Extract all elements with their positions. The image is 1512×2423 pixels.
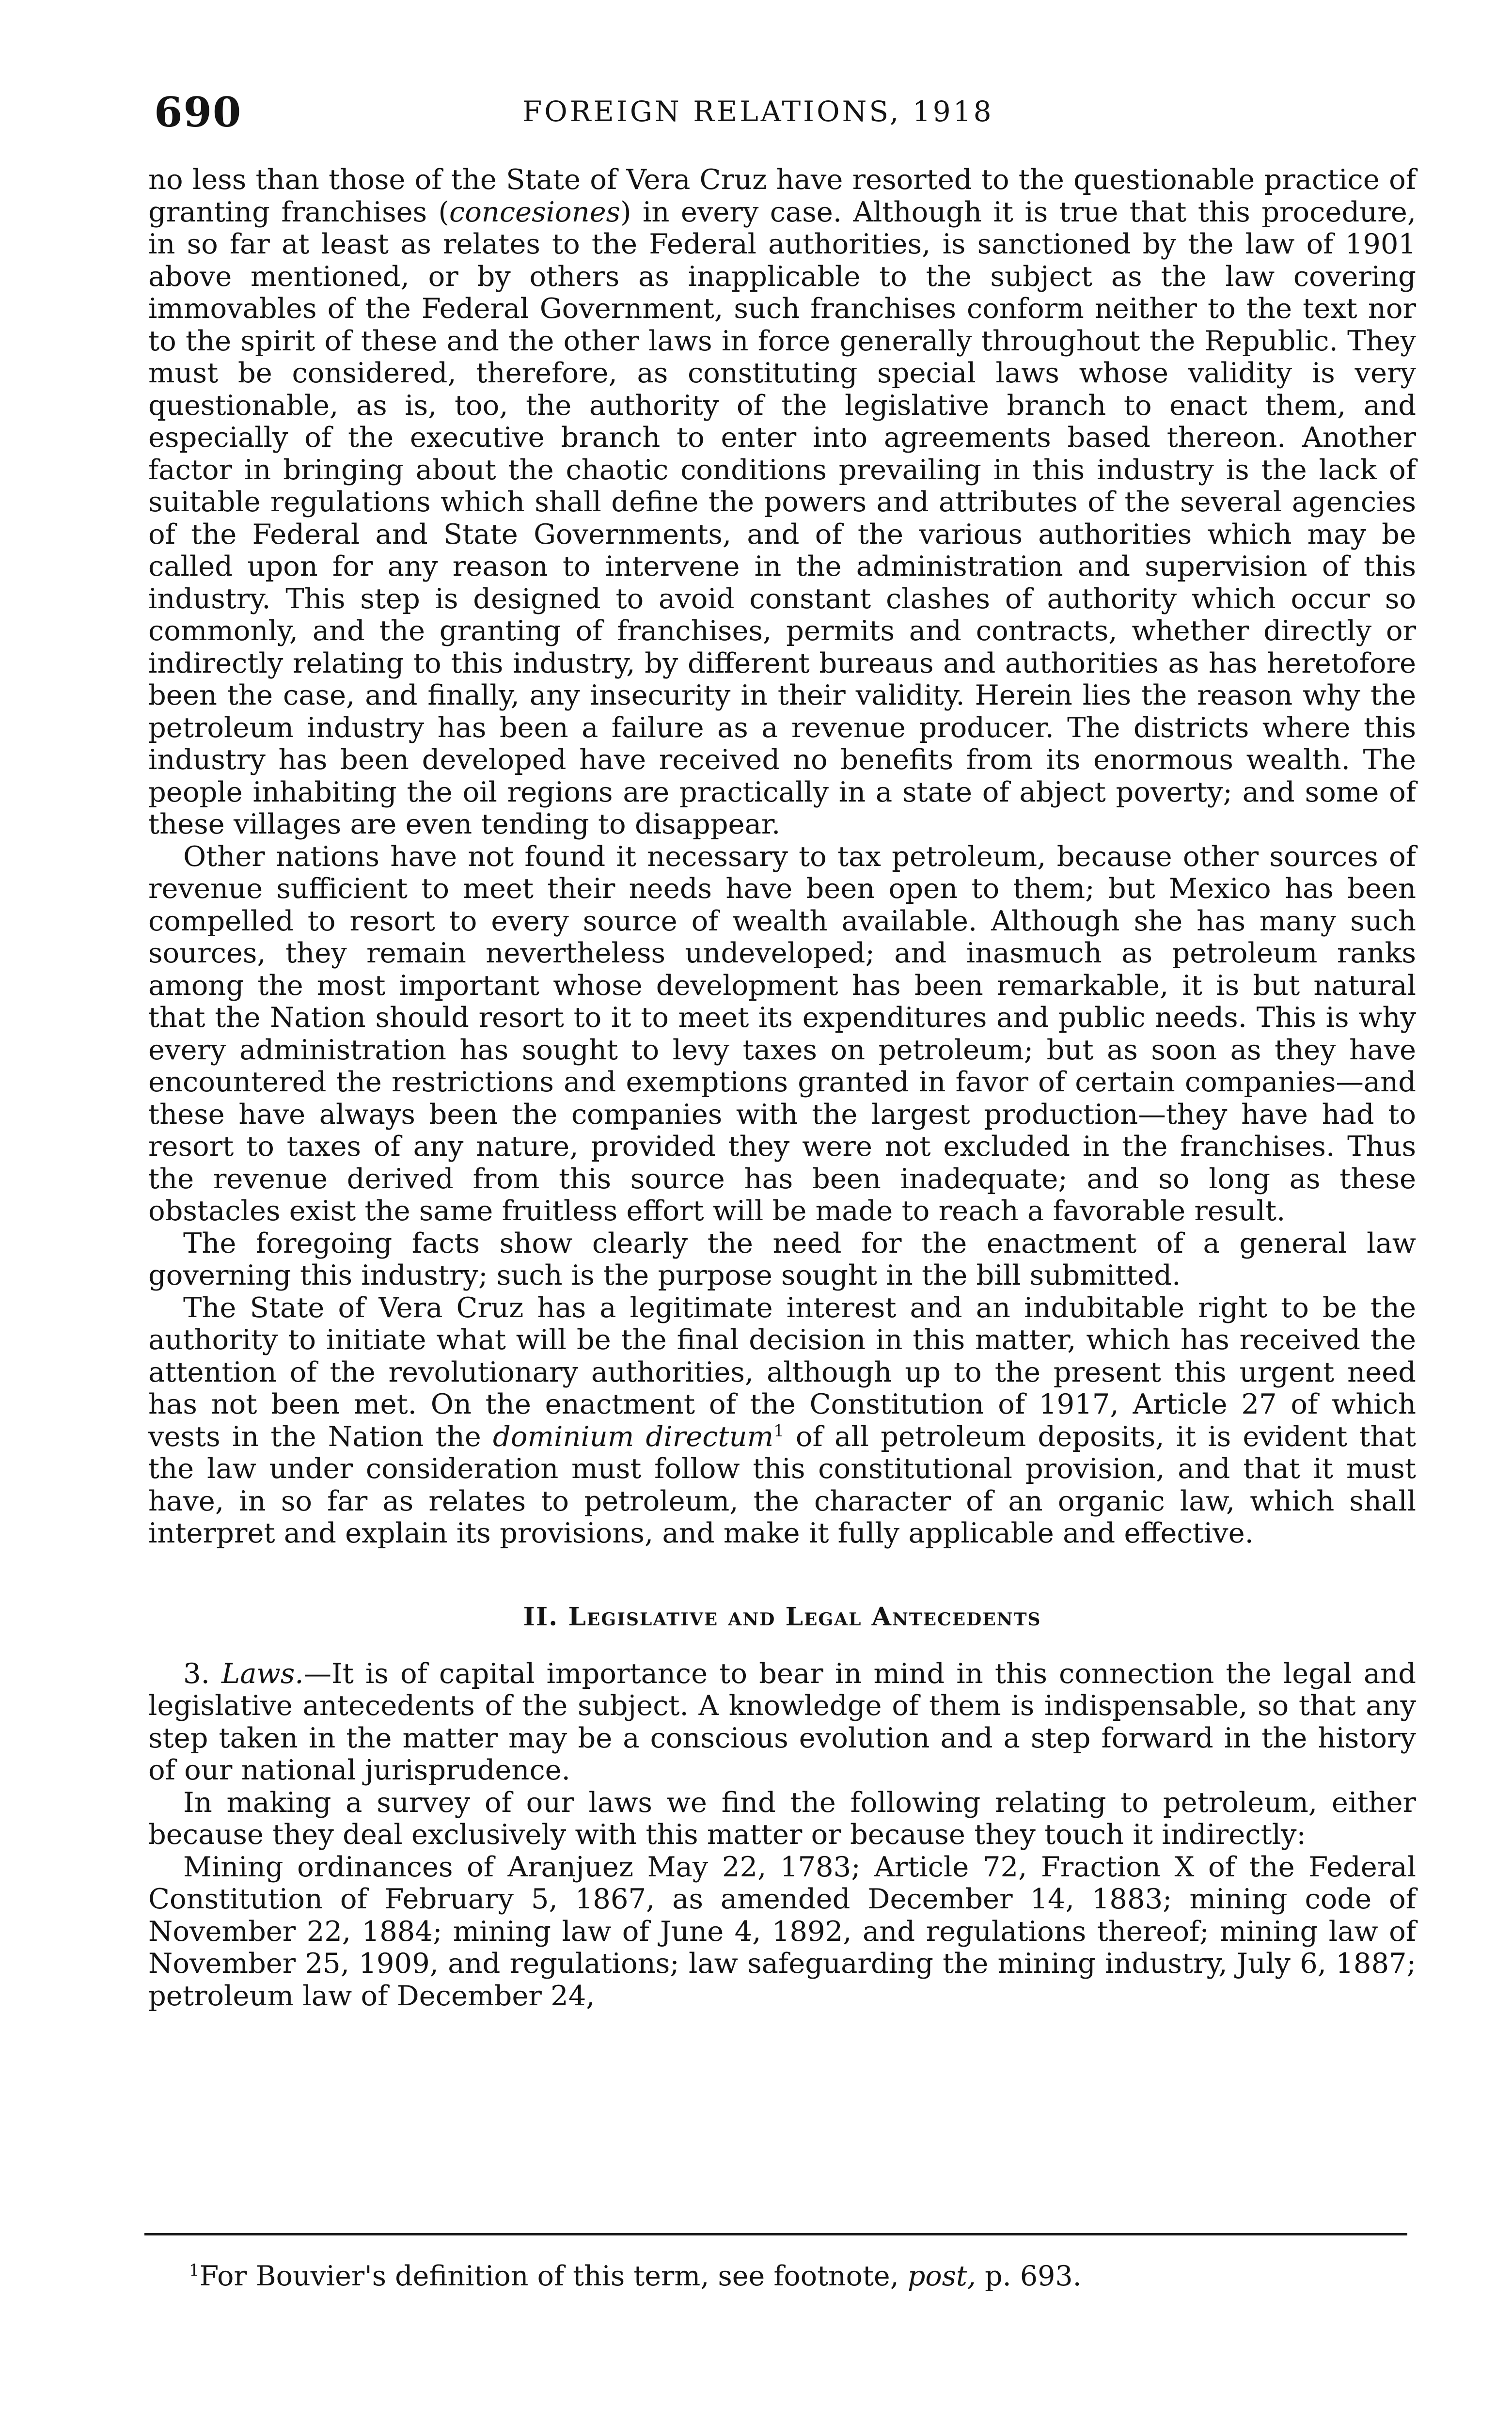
paragraph-5: 3. Laws.—It is of capital importance to bear in mind in this connection the legal and legislative antecedents of the subject. A knowledge of them is indispensable, so that any step taken in the matter may be a conscious evolution and a step forward in the history of our national jurisprudence. — [148, 1657, 1417, 1786]
paragraph-1: no less than those of the State of Vera Cruz have resorted to the questionable practice of granting franchises (concesiones) in every case. Although it is true that this procedure, in so far at least as relates to the Federal authorities, is sanctioned by the law of 1901 above mentioned, or by others as inapplicable to the subject as the law covering immovables of the Federal Government, such franchises conform neither to the text nor to the spirit of these and the other laws in force generally throughout the Republic. They must be considered, therefore, as constituting special laws whose validity is very questionable, as is, too, the authority of the legislative branch to enact them, and especially of the executive branch to enter into agreements based thereon. Another factor in bringing about the chaotic conditions prevailing in this industry is the lack of suitable regulations which shall define the powers and attributes of the several agencies of the Federal and State Governments, and of the various authorities which may be called upon for any reason to intervene in the administration and supervision of this industry. This step is designed to avoid constant clashes of authority which occur so commonly, and the granting of franchises, permits and contracts, whether directly or indirectly relating to this industry, by different bureaus and authorities as has heretofore been the case, and finally, any insecurity in their validity. Herein lies the reason why the petroleum industry has been a failure as a revenue producer. The districts where this industry has been developed have received no benefits from its enormous wealth. The people inhabiting the oil regions are practically in a state of abject poverty; and some of these villages are even tending to disappear. — [148, 163, 1417, 840]
running-head — [154, 88, 1414, 136]
paragraph-6: In making a survey of our laws we find the following relating to petroleum, either because they deal exclusively with this matter or because they touch it indirectly: — [148, 1786, 1416, 1851]
footnote-marker: 1 — [189, 2261, 200, 2280]
running-title: FOREIGN RELATIONS, 1918 — [522, 95, 994, 128]
page-number: 690 — [154, 88, 242, 136]
footnote-divider — [144, 2233, 1407, 2235]
paragraph-3: The foregoing facts show clearly the need for the enactment of a general law governing this industry; such is the purpose sought in the bill submitted. — [148, 1227, 1416, 1291]
paragraph-2: Other nations have not found it necessary to tax petroleum, because other sources of revenue sufficient to meet their needs have been open to them; but Mexico has been compelled to resort to every source of wealth available. Although she has many such sources, they remain nevertheless undeveloped; and inasmuch as petroleum ranks among the most important whose development has been remarkable, it is but natural that the Nation should resort to it to meet its expenditures and public needs. This is why every administration has sought to levy taxes on petroleum; but as soon as they have encountered the restrictions and exemptions granted in favor of certain companies—and these have always been the companies with the largest production—they have had to resort to taxes of any nature, provided they were not excluded in the franchises. Thus the revenue derived from this source has been inadequate; and so long as these obstacles exist the same fruitless effort will be made to reach a favorable result. — [148, 840, 1416, 1227]
paragraph-7: Mining ordinances of Aranjuez May 22, 1783; Article 72, Fraction X of the Federal Constitution of February 5, 1867, as amended December 14, 1883; mining code of November 22, 1884; mining law of June 4, 1892, and regulations thereof; mining law of November 25, 1909, and regulations; law safeguarding the mining industry, July 6, 1887; petroleum law of December 24, — [148, 1850, 1416, 2012]
body-text — [148, 164, 1416, 2012]
footnote-reference: 1 — [773, 1421, 784, 1441]
paragraph-4: The State of Vera Cruz has a legitimate interest and an indubitable right to be the authority to initiate what will be the final decision in this matter, which has received the attention of the revolutionary authorities, although up to the present this urgent need has not been met. On the enactment of the Constitution of 1917, Article 27 of which vests in the Nation the dominium directum$^1$ of all petroleum deposits, it is evident that the law under consideration must follow this constitutional provision, and that it must have, in so far as relates to petroleum, the character of an organic law, which shall interpret and explain its provisions, and make it fully applicable and effective. — [148, 1291, 1416, 1549]
section-heading: II. Legislative and Legal Antecedents — [523, 1602, 1041, 1632]
footnote: $^1$For Bouvier's definition of this term, see footnote, post, p. 693. — [189, 2260, 1082, 2292]
